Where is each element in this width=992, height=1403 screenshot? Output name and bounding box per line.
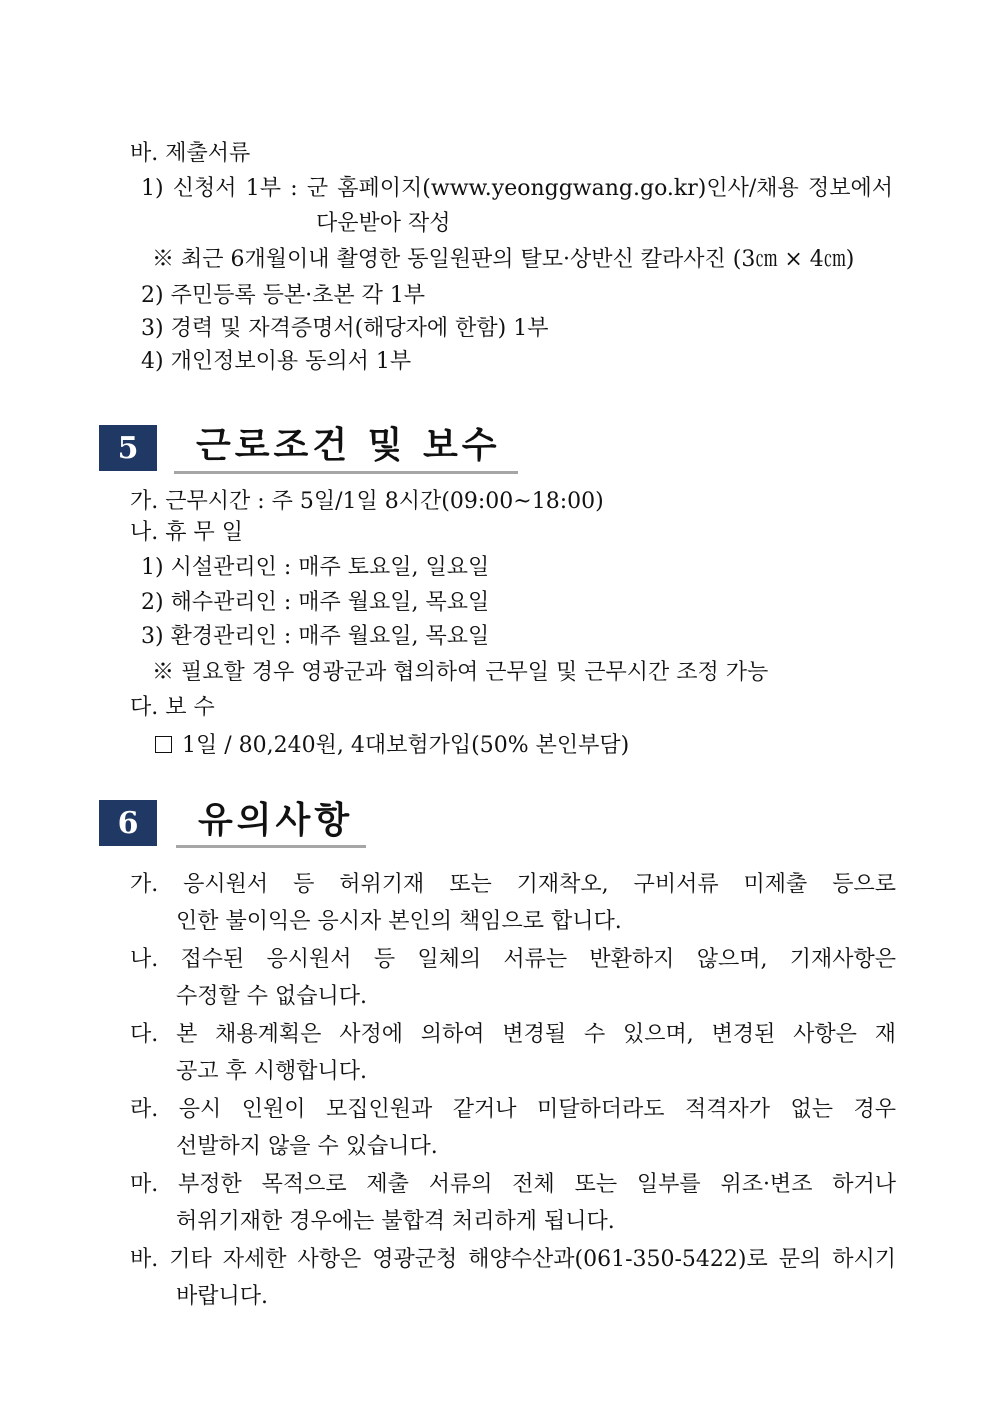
submit-docs-photo-note: ※ 최근 6개월이내 촬영한 동일원판의 탈모·상반신 칼라사진 (3㎝ × 4㎝)	[152, 247, 855, 272]
notice-ba: 바. 기타 자세한 사항은 영광군청 해양수산과(061-350-5422)로 문의 하시기	[130, 1247, 896, 1272]
submit-docs-heading: 바. 제출서류	[130, 141, 251, 166]
notice-na-cont: 수정할 수 없습니다.	[176, 984, 367, 1009]
holiday-seawater-manager: 2) 해수관리인 : 매주 월요일, 목요일	[141, 590, 490, 615]
submit-docs-item-2: 2) 주민등록 등본·초본 각 1부	[141, 283, 426, 308]
holiday-adjust-note: ※ 필요할 경우 영광군과 협의하여 근무일 및 근무시간 조정 가능	[152, 660, 769, 685]
submit-docs-item-4: 4) 개인정보이용 동의서 1부	[141, 349, 412, 374]
section-5-title: 근로조건 및 보수	[196, 425, 501, 466]
notice-ga-cont: 인한 불이익은 응시자 본인의 책임으로 합니다.	[176, 909, 622, 934]
notice-da-cont: 공고 후 시행합니다.	[176, 1059, 367, 1084]
holiday-environment-manager: 3) 환경관리인 : 매주 월요일, 목요일	[141, 624, 490, 649]
section-5-number: 5	[99, 425, 157, 471]
submit-docs-item-1-cont: 다운받아 작성	[316, 211, 451, 236]
notice-ga: 가. 응시원서 등 허위기재 또는 기재착오, 구비서류 미제출 등으로	[130, 872, 896, 897]
notice-ra-cont: 선발하지 않을 수 있습니다.	[176, 1134, 438, 1159]
submit-docs-item-3: 3) 경력 및 자격증명서(해당자에 한함) 1부	[141, 316, 549, 341]
section-6-underline	[176, 845, 366, 848]
submit-docs-item-1: 1) 신청서 1부 : 군 홈페이지(www.yeonggwang.go.kr)인사/채용 정보에서	[141, 176, 893, 201]
holiday-facility-manager: 1) 시설관리인 : 매주 토요일, 일요일	[141, 555, 490, 580]
notice-na: 나. 접수된 응시원서 등 일체의 서류는 반환하지 않으며, 기재사항은	[130, 947, 896, 972]
notice-ma: 마. 부정한 목적으로 제출 서류의 전체 또는 일부를 위조·변조 하거나	[130, 1172, 896, 1197]
work-hours: 가. 근무시간 : 주 5일/1일 8시간(09:00~18:00)	[130, 489, 604, 514]
section-6-number: 6	[99, 800, 157, 846]
checkbox-icon	[155, 736, 172, 753]
section-6-title: 유의사항	[198, 800, 354, 841]
notice-ma-cont: 허위기재한 경우에는 불합격 처리하게 됩니다.	[176, 1209, 615, 1234]
pay-item	[155, 731, 629, 761]
notice-ba-cont: 바랍니다.	[176, 1284, 269, 1309]
notice-ra: 라. 응시 인원이 모집인원과 같거나 미달하더라도 적격자가 없는 경우	[130, 1097, 896, 1122]
pay-item-text: 1일 / 80,240원, 4대보험가입(50% 본인부담)	[182, 733, 630, 758]
section-5-underline	[174, 471, 518, 474]
notice-da: 다. 본 채용계획은 사정에 의하여 변경될 수 있으며, 변경된 사항은 재	[130, 1022, 896, 1047]
holidays-heading: 나. 휴 무 일	[130, 520, 243, 545]
pay-heading: 다. 보 수	[130, 695, 215, 720]
